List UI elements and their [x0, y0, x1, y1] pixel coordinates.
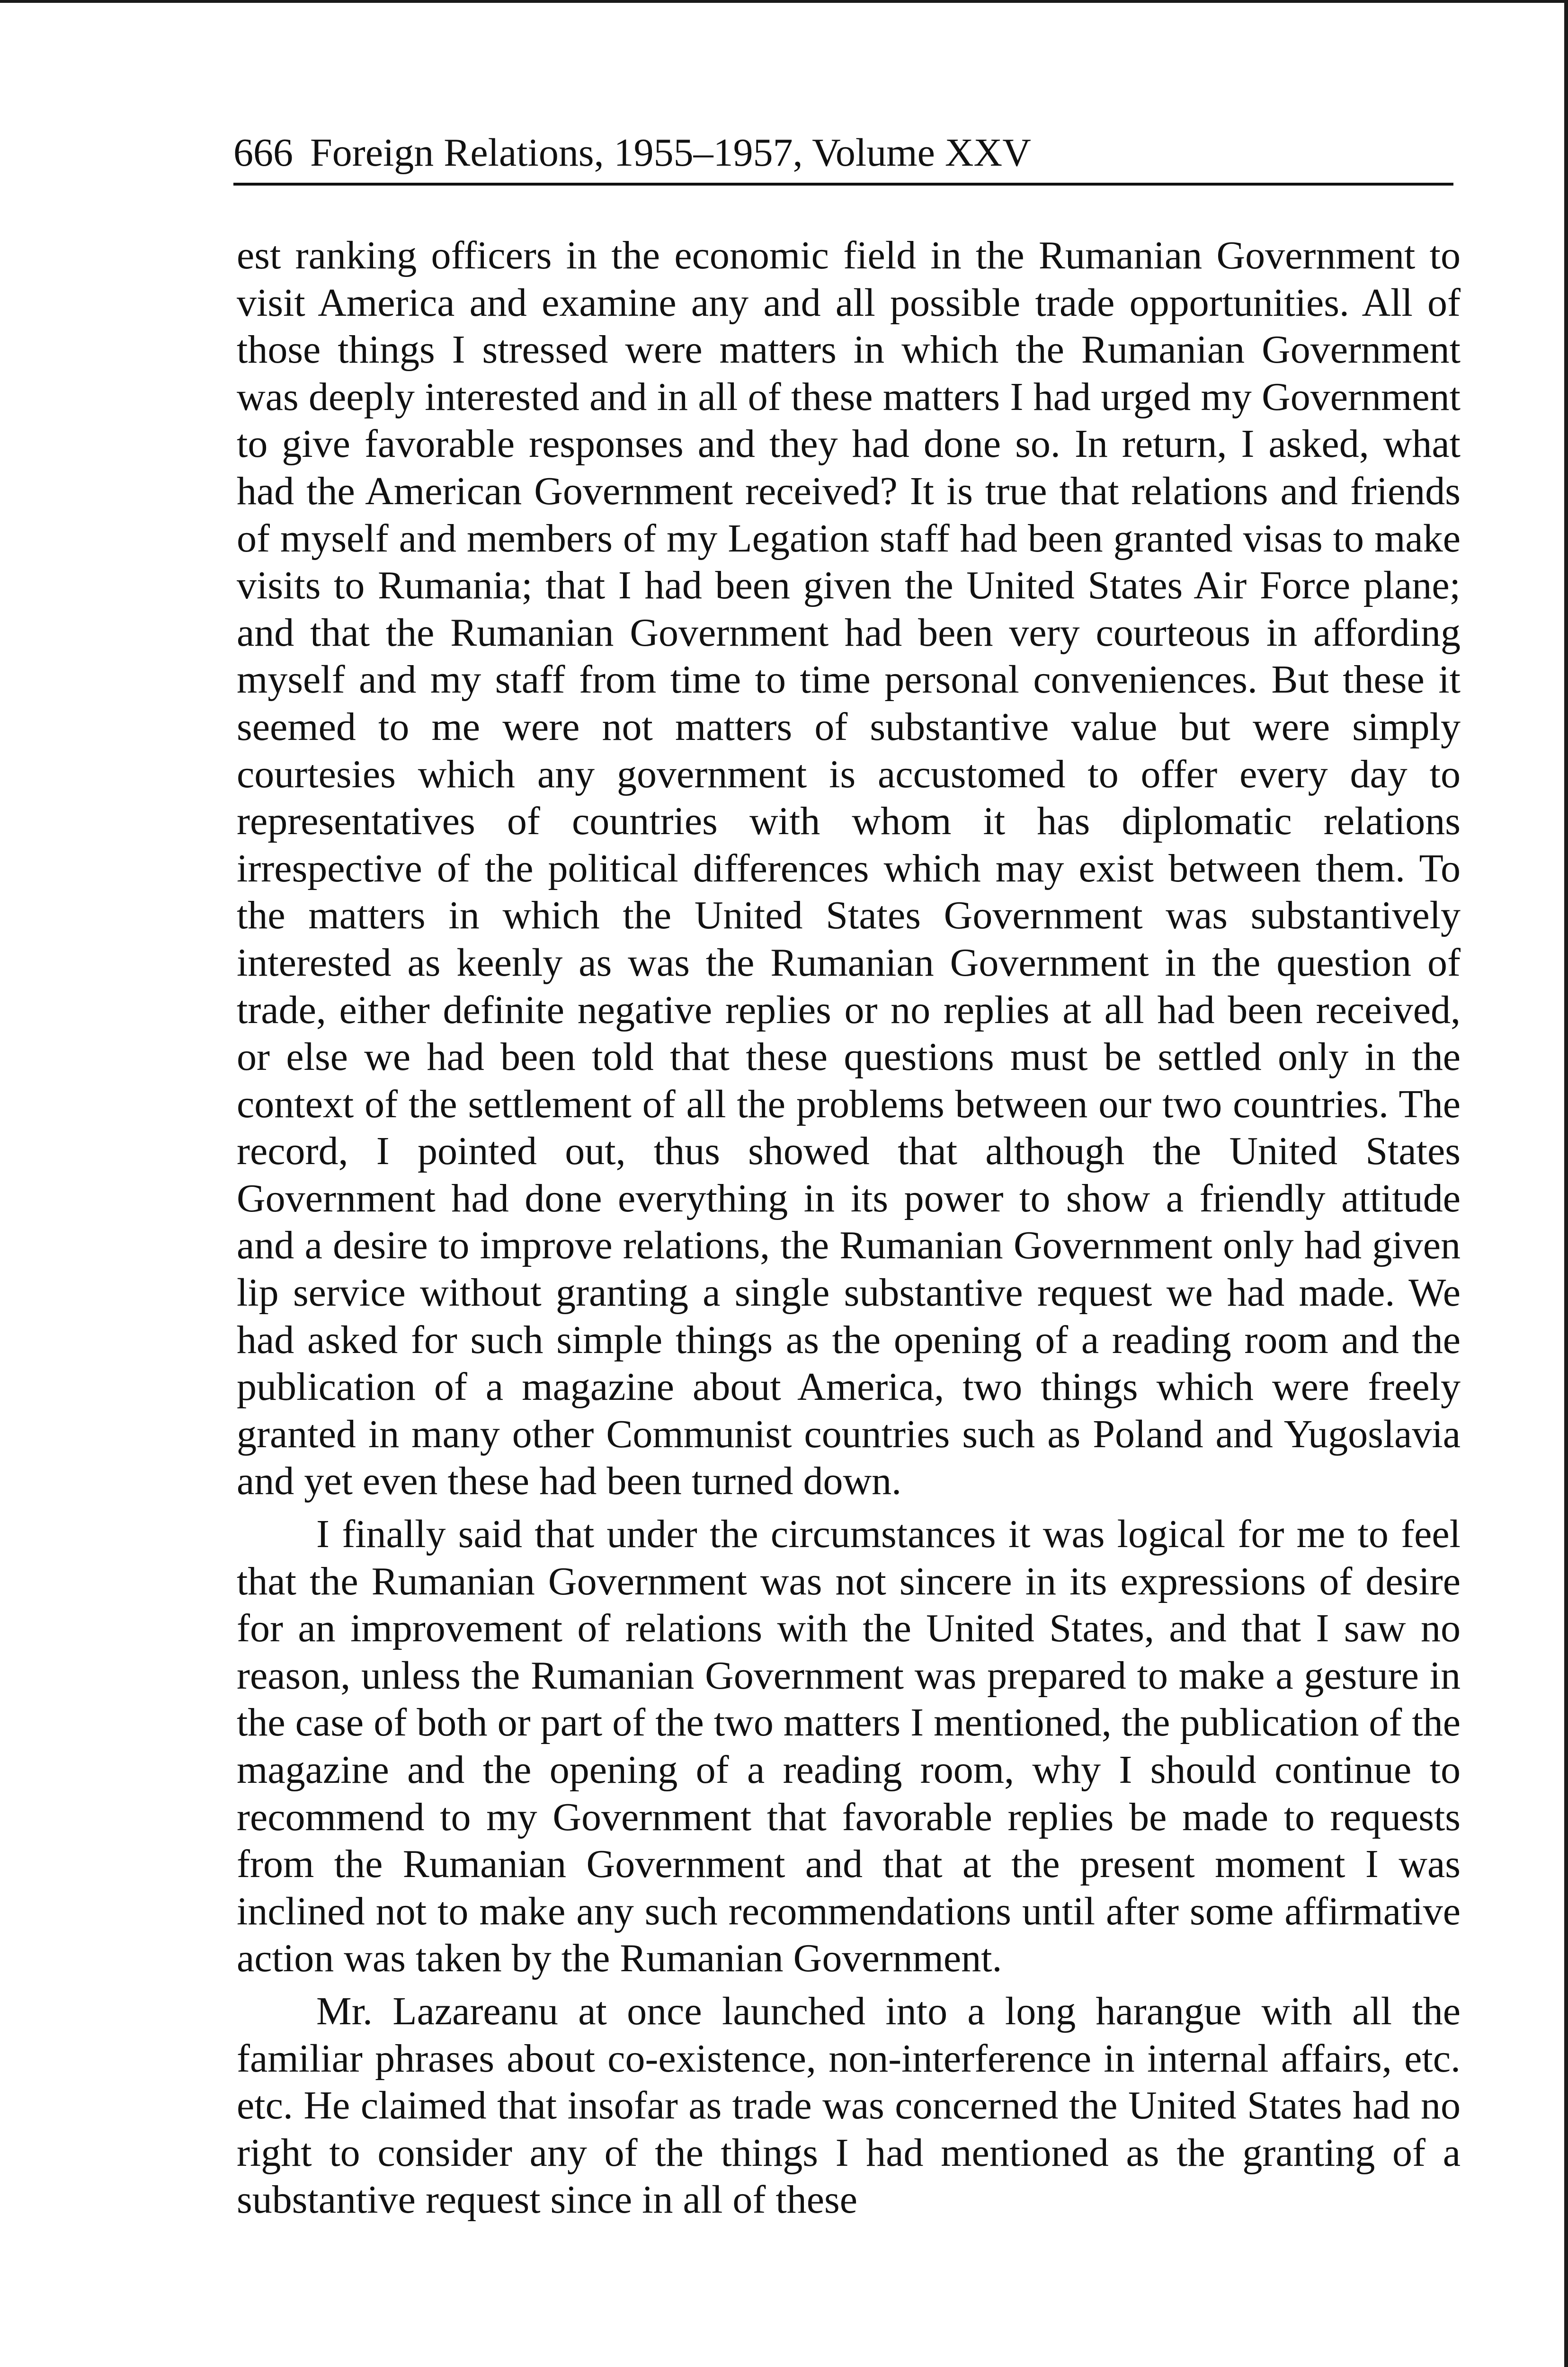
scan-edge-right: [1564, 0, 1568, 2367]
paragraph: Mr. Lazareanu at once launched into a long harangue with all the familiar phrases about co-existence, non-interference in internal affairs, etc. etc. He claimed that insofar as trade was concerned the United States had no right to consider any of the things I had mentioned as the granting of a substantive request since in all of these: [237, 1989, 1461, 2222]
paragraph: I finally said that under the circumstances it was logical for me to feel that the Rumanian Government was not sincere in its expressions of desire for an improvement of relations with the United States, and that I saw no reason, unless the Rumanian Government was prepared to make a gesture in the case of both or part of the two matters I mentioned, the publication of the magazine and the opening of a reading room, why I should continue to recommend to my Government that favorable replies be made to requests from the Rumanian Government and that at the present moment I was inclined not to make any such recommendations until after some affirmative action was taken by the Rumanian Government.: [237, 1512, 1461, 1981]
body-text: [237, 232, 1461, 2224]
running-title: Foreign Relations, 1955–1957, Volume XXV: [310, 131, 1031, 175]
page-number: 666: [233, 131, 293, 175]
scan-edge-top: [0, 0, 1568, 3]
running-header: [233, 127, 1453, 186]
paragraph-continued: est ranking officers in the economic field in the Rumanian Government to visit America and examine any and all possible trade opportunities. All of those things I stressed were matters in which the Rumanian Government was deeply interested and in all of these matters I had urged my Government to give favorable responses and they had done so. In return, I asked, what had the American Government received? It is true that relations and friends of myself and members of my Legation staff had been granted visas to make visits to Rumania; that I had been given the United States Air Force plane; and that the Rumanian Government had been very courteous in affording myself and my staff from time to time personal conveniences. But these it seemed to me were not matters of substantive value but were simply courtesies which any government is accustomed to offer every day to representatives of countries with whom it has diplomatic relations irrespective of the political differences which may exist between them. To the matters in which the United States Government was substantively interested as keenly as was the Rumanian Government in the question of trade, either definite negative replies or no replies at all had been received, or else we had been told that these questions must be settled only in the context of the settlement of all the problems between our two countries. The record, I pointed out, thus showed that although the United States Government had done everything in its power to show a friendly attitude and a desire to improve relations, the Rumanian Government only had given lip service without granting a single substantive request we had made. We had asked for such simple things as the opening of a reading room and the publication of a magazine about America, two things which were freely granted in many other Communist countries such as Poland and Yugoslavia and yet even these had been turned down.: [237, 233, 1461, 1504]
